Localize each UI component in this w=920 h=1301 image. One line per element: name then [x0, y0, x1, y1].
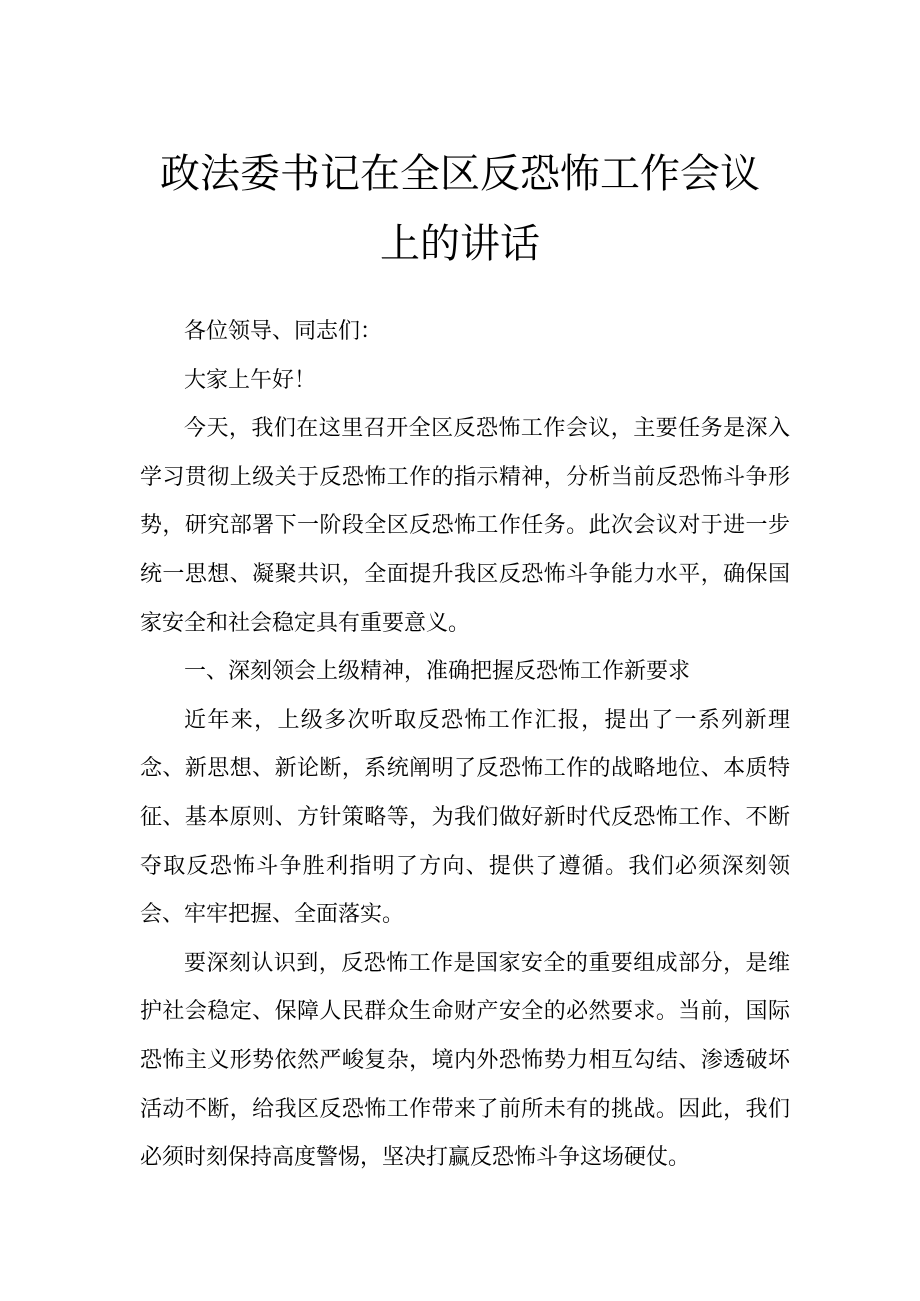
- body-paragraph: 要深刻认识到，反恐怖工作是国家安全的重要组成部分，是维护社会稳定、保障人民群众生命财产安全的必然要求。当前，国际恐怖主义形势依然严峻复杂，境内外恐怖势力相互勾结、渗透破坏活动不断，给我区反恐怖工作带来了前所未有的挑战。因此，我们必须时刻保持高度警惕，坚决打赢反恐怖斗争这场硬仗。: [140, 950, 790, 1171]
- body-paragraph: 今天，我们在这里召开全区反恐怖工作会议，主要任务是深入学习贯彻上级关于反恐怖工作的指示精神，分析当前反恐怖斗争形势，研究部署下一阶段全区反恐怖工作任务。此次会议对于进一步统一思想、凝聚共识，全面提升我区反恐怖斗争能力水平，确保国家安全和社会稳定具有重要意义。: [140, 416, 790, 636]
- document-title-line-2: 上的讲话: [380, 221, 540, 267]
- greeting: 大家上午好！: [184, 367, 317, 393]
- document-title-line-1: 政法委书记在全区反恐怖工作会议: [160, 151, 760, 197]
- body-paragraph: 近年来，上级多次听取反恐怖工作汇报，提出了一系列新理念、新思想、新论断，系统阐明了反恐怖工作的战略地位、本质特征、基本原则、方针策略等，为我们做好新时代反恐怖工作、不断夺取反恐怖斗争胜利指明了方向、提供了遵循。我们必须深刻领会、牢牢把握、全面落实。: [140, 707, 790, 928]
- section-heading: 一、深刻领会上级精神，准确把握反恐怖工作新要求: [184, 659, 691, 685]
- document-body: [140, 308, 790, 1183]
- salutation: 各位领导、同志们：: [184, 319, 383, 344]
